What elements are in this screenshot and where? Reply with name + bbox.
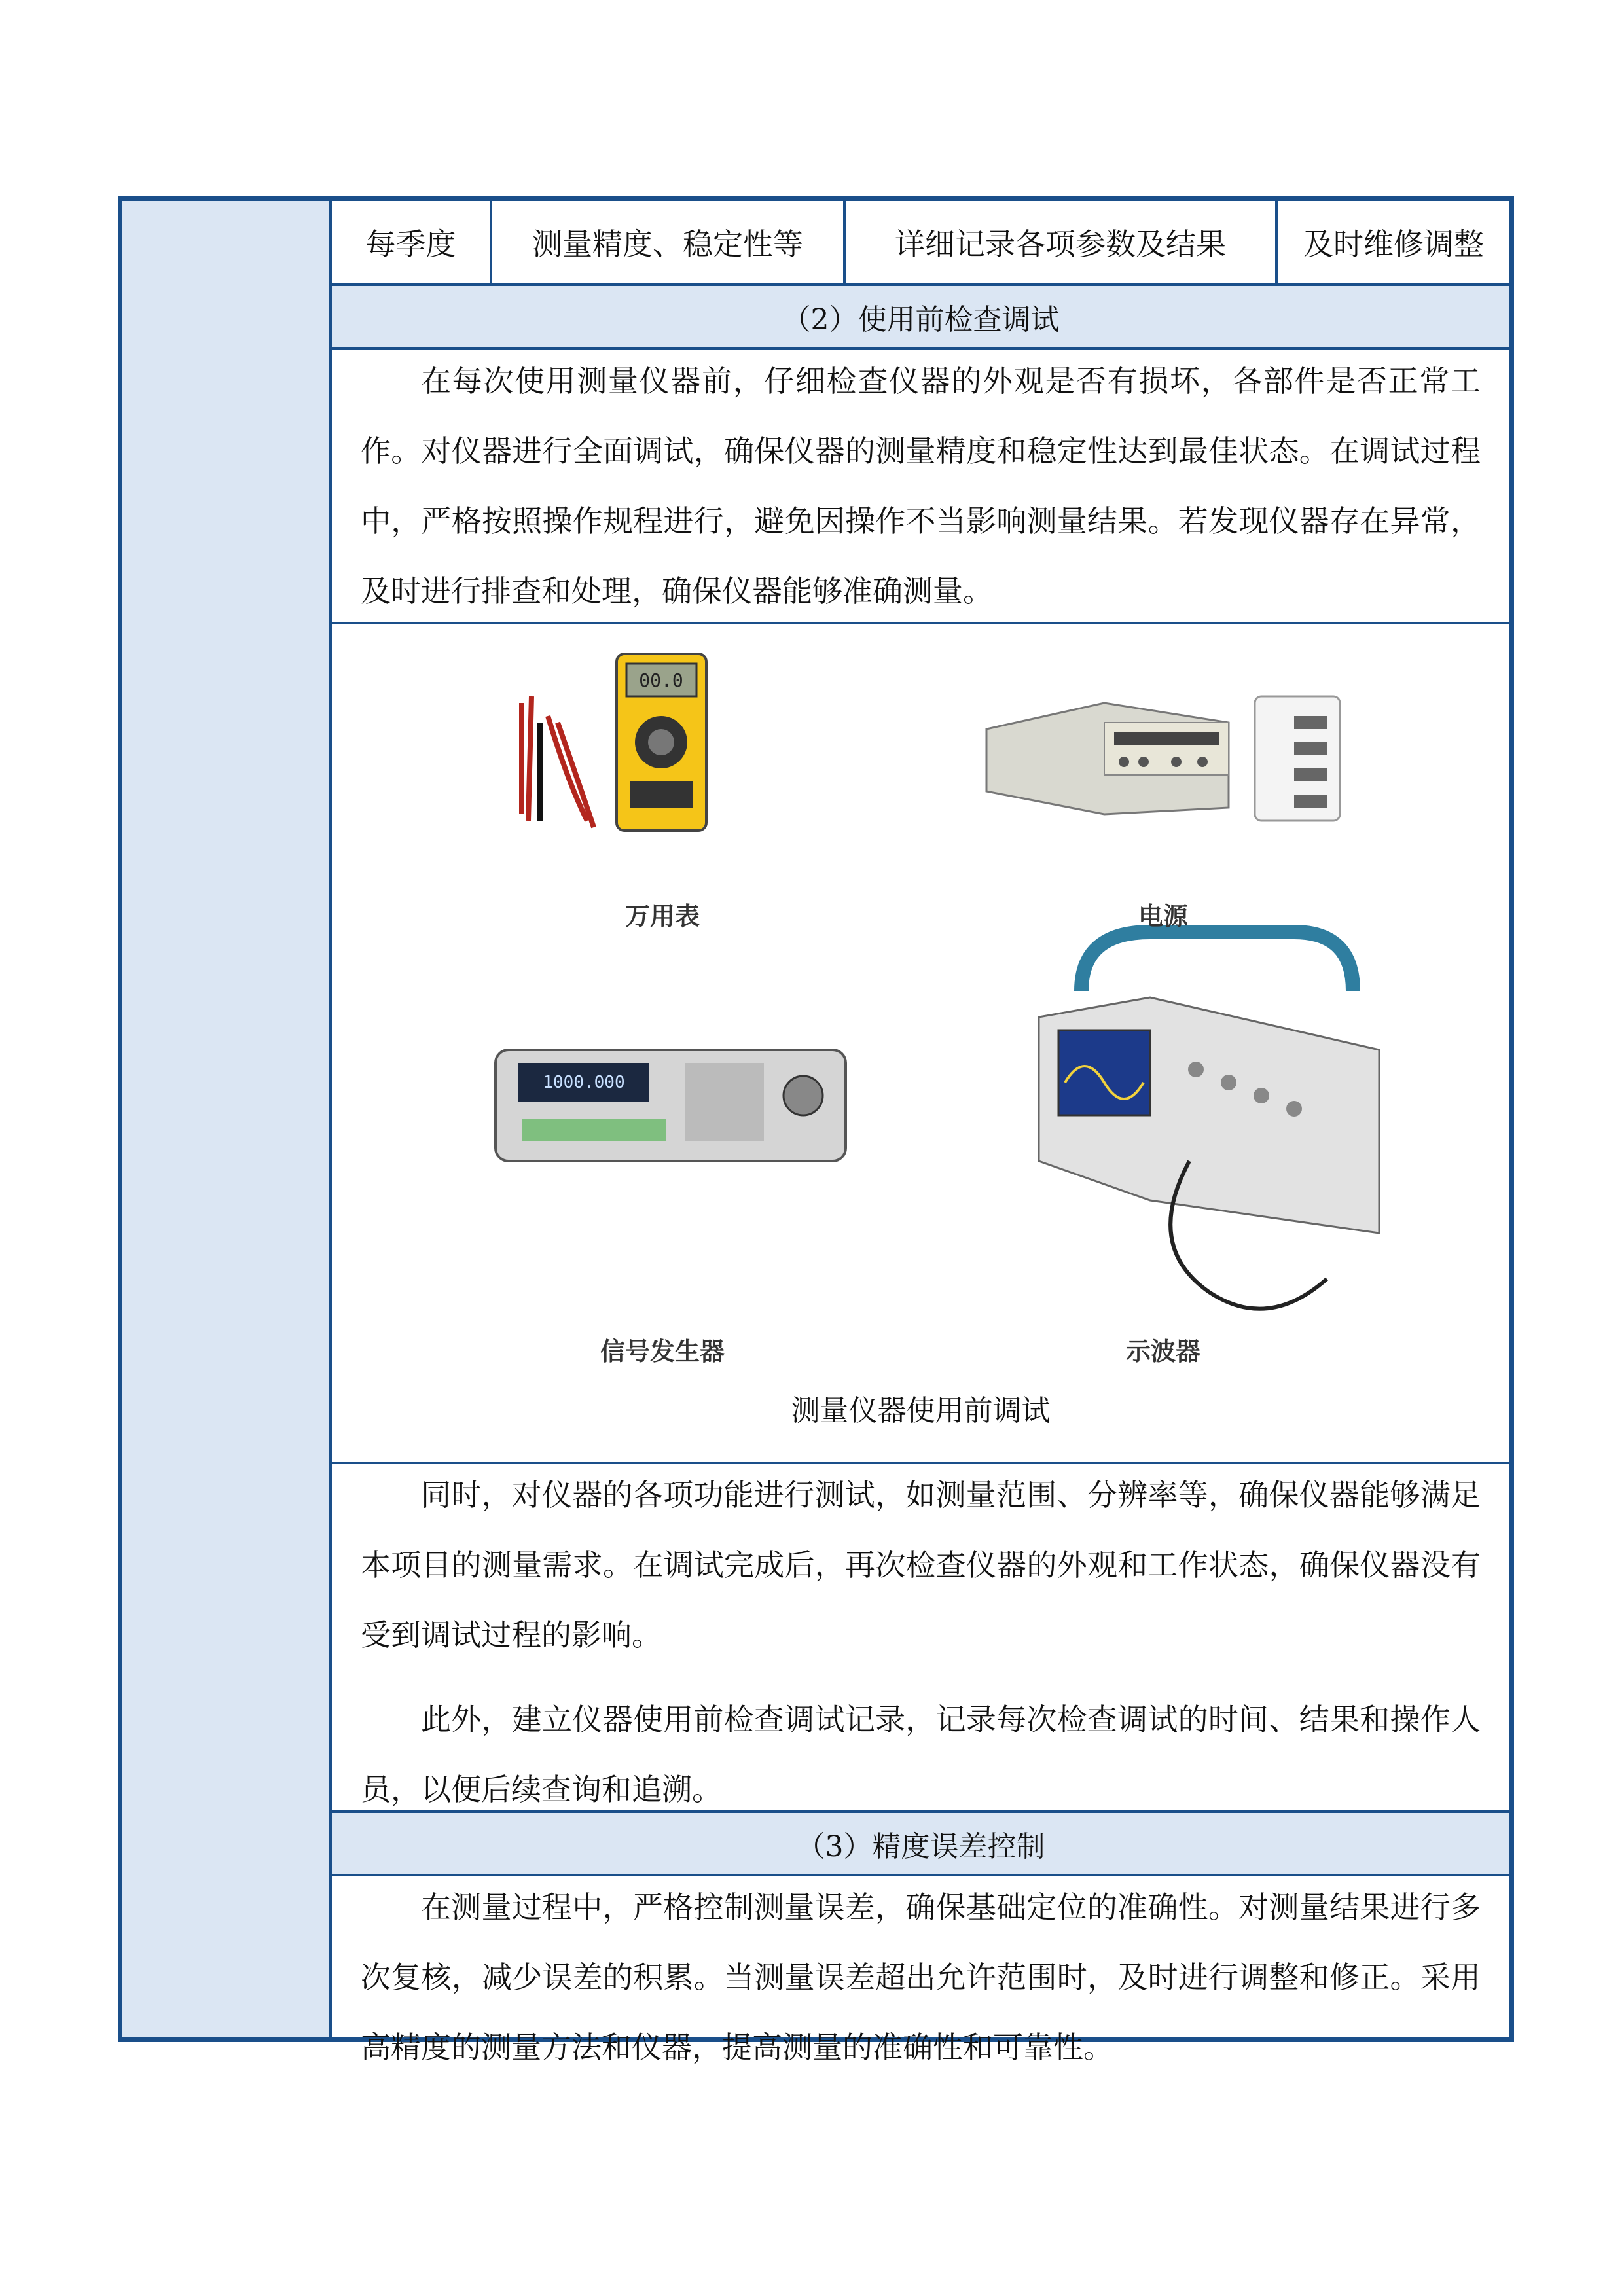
content-table <box>118 196 1514 2065</box>
table-cell: 测量精度、稳定性等 <box>492 201 846 283</box>
paragraph: 在每次使用测量仪器前，仔细检查仪器的外观是否有损坏，各部件是否正常工作。对仪器进行全面调试，确保仪器的测量精度和稳定性达到最佳状态。在调试过程中，严格按照操作规程进行，避免因操作不当影响测量结果。若发现仪器存在异常，及时进行排查和处理，确保仪器能够准确测量。 <box>361 363 1481 609</box>
paragraph: 在测量过程中，严格控制测量误差，确保基础定位的准确性。对测量结果进行多次复核，减少误差的积累。当测量误差超出允许范围时，及时进行调整和修正。采用高精度的测量方法和仪器，提高测量的准确性和可靠性。 <box>361 1890 1481 2065</box>
svg-text:1000.000: 1000.000 <box>543 1073 625 1092</box>
signal-generator-image <box>496 1050 846 1161</box>
instrument-figure <box>332 624 1510 1464</box>
table-cell: 及时维修调整 <box>1303 226 1484 262</box>
figure-label: 万用表 <box>624 902 700 931</box>
figure-label: 电源 <box>1138 902 1188 931</box>
table-cell: 每季度 <box>332 201 492 283</box>
table-cell: 详细记录各项参数及结果 <box>846 201 1278 283</box>
text-row <box>332 350 1509 624</box>
figure-label: 信号发生器 <box>600 1337 725 1366</box>
text-row <box>332 1464 1509 1813</box>
figure-label: 示波器 <box>1125 1337 1200 1366</box>
svg-text:00.0: 00.0 <box>639 670 683 691</box>
table-row <box>332 201 1509 286</box>
section-header: （2）使用前检查调试 <box>332 286 1509 350</box>
oscilloscope-image <box>1039 932 1379 1309</box>
multimeter-image <box>522 654 706 831</box>
text-row <box>332 1876 1509 2065</box>
paragraph: 同时，对仪器的各项功能进行测试，如测量范围、分辨率等，确保仪器能够满足本项目的测量需求。在调试完成后，再次检查仪器的外观和工作状态，确保仪器没有受到调试过程的影响。 <box>361 1477 1481 1653</box>
section-header: （3）精度误差控制 <box>332 1813 1509 1876</box>
power-supply-image <box>986 696 1340 821</box>
figure-row <box>332 624 1509 1464</box>
table-main-area <box>332 201 1509 2065</box>
left-merged-column <box>122 201 332 2037</box>
figure-caption: 测量仪器使用前调试 <box>791 1394 1051 1427</box>
paragraph: 此外，建立仪器使用前检查调试记录，记录每次检查调试的时间、结果和操作人员，以便后续查询和追溯。 <box>361 1702 1481 1807</box>
